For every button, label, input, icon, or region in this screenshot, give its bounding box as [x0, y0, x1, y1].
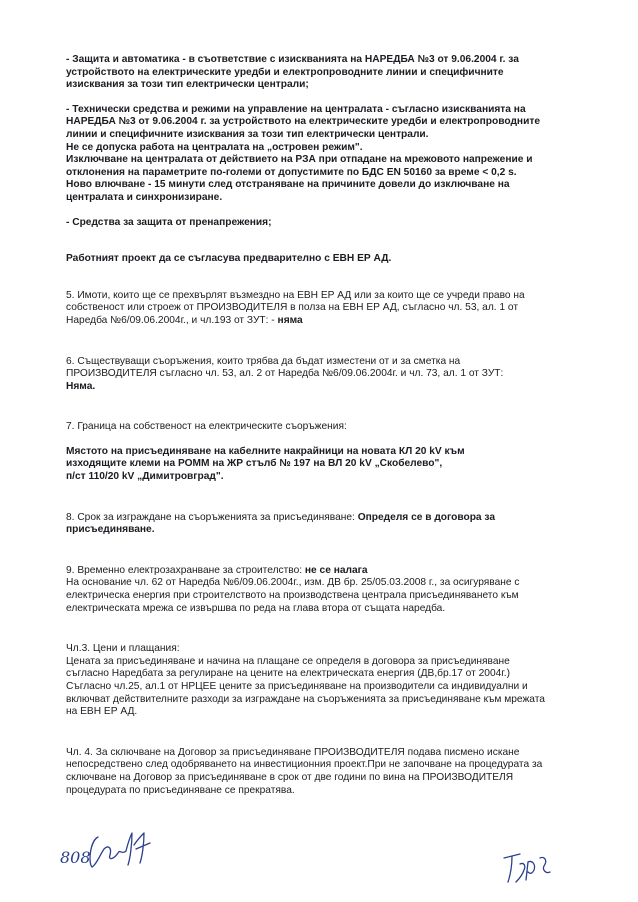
- article-4: [66, 747, 586, 797]
- text-line: Чл. 4. За сключване на Договор за присъединяване ПРОИЗВОДИТЕЛЯ подава писмено искане: [66, 746, 520, 758]
- section-6-answer: Няма.: [66, 380, 96, 392]
- text-line: Не се допуска работа на централата на „островен режим".: [66, 141, 363, 153]
- section-9: [66, 565, 586, 615]
- left-signature: [60, 825, 170, 875]
- text-line: отклонения на параметрите по-големи от допустимите по БДС EN 50160 за време < 0,2 s.: [66, 166, 517, 178]
- text-line: [66, 565, 586, 578]
- technical-paragraph: [66, 104, 586, 205]
- text-line: [66, 315, 586, 328]
- text-line: Изключване на централата от действието на РЗА при отпадане на мрежовото напрежение и: [66, 154, 533, 166]
- text-line: Съгласно чл.25, ал.1 от НРЦЕЕ цените за присъединяване на производители са индивидуални и: [66, 681, 528, 692]
- text-line: електрическа енергия при строителството на производствена централа присъединяването към: [66, 590, 519, 602]
- section-8-answer-continued: присъединяване.: [66, 524, 155, 536]
- text-line: Ново влючване - 15 минути след отстраняване на причините довели до изключване на: [66, 179, 510, 191]
- text-line: електрическата мрежа се извършва по реда на глава втора от същата наредба.: [66, 602, 446, 614]
- text-line: На основание чл. 62 от Наредба №6/09.06.2004г., изм. ДВ бр. 25/05.03.2008 г., за осигуряване с: [66, 577, 520, 589]
- text-line: сключване на Договор за присъединяване в срок от две години по вина на ПРОИЗВОДИТЕЛЯ: [66, 771, 514, 783]
- section-7: [66, 421, 586, 483]
- text-line: собственост или строеж от ПРОИЗВОДИТЕЛЯ в полза на ЕВН ЕР АД, съгласно чл. 53, ал. 1 от: [66, 302, 519, 314]
- text-line: процедурата по присъединяване се прекратява.: [66, 784, 295, 796]
- text-line: съгласно Наредбата за регулиране на цените на електрическата енергия (ДВ,бр.17 от 2004г.): [66, 668, 510, 680]
- text-line: Цената за присъединяване и начина на плащане се определя в договора за присъединяване: [66, 655, 510, 667]
- section-8: [66, 512, 586, 537]
- section-8-text: 8. Срок за изграждане на съоръженията за присъединяване:: [66, 511, 358, 523]
- text-line: на ЕВН ЕР АД.: [66, 706, 138, 718]
- handwritten-number: 808: [60, 848, 91, 867]
- text-line: ПРОИЗВОДИТЕЛЯ съгласно чл. 53, ал. 2 от Наредба №6/09.06.2004г. и чл. 73, ал. 1 от ЗУТ:: [66, 368, 504, 380]
- text-line: НАРЕДБА №3 от 9.06.2004 г. за устройството на електрическите уредби и електропроводните: [66, 116, 540, 128]
- article-3: [66, 643, 586, 719]
- text-line: непосредствено след одобряването на инвестиционния проект.При не започване на процедурата за: [66, 759, 543, 771]
- text-line: централата и синхронизиране.: [66, 191, 223, 203]
- section-6: [66, 356, 586, 394]
- text-line: - Технически средства и режими на управление на централата - съгласно изискванията на: [66, 103, 526, 115]
- text-line: 6. Съществуващи съоръжения, които трябва да бъдат изместени от и за сметка на: [66, 355, 461, 367]
- document-body: [66, 54, 586, 797]
- text-line: 5. Имоти, които ще се прехвърлят възмездно на ЕВН ЕР АД или за които ще се учреди право на: [66, 289, 525, 301]
- section-5-text: Наредба №6/09.06.2004г., и чл.193 от ЗУТ: -: [66, 314, 278, 326]
- text-line: изисквания за този тип електрически централи;: [66, 79, 309, 91]
- text-line: Мястото на присъединяване на кабелните накрайници на новата КЛ 20 kV към: [66, 445, 465, 457]
- text-line: [66, 512, 586, 525]
- section-7-heading: 7. Граница на собственост на електрическите съоръжения:: [66, 421, 347, 433]
- section-5: [66, 290, 586, 328]
- surge-protection-line: - Средства за защита от пренапрежения;: [66, 216, 272, 228]
- right-signature: [500, 848, 560, 888]
- section-9-answer: не се налага: [304, 564, 368, 576]
- protection-paragraph: [66, 54, 586, 92]
- text-line: изходящите клеми на РОММ на ЖР стълб № 197 на ВЛ 20 kV „Скобелево",: [66, 458, 443, 470]
- text-line: линии и специфичните изисквания за този тип електрически централи.: [66, 128, 429, 140]
- section-5-answer: няма: [277, 314, 303, 326]
- section-8-answer: Определя се в договора за: [357, 511, 496, 523]
- text-line: - Защита и автоматика - в съответствие с изискванията на НАРЕДБА №3 от 9.06.2004 г. за: [66, 54, 519, 65]
- text-line: включват действителните разходи за изграждане на съоръженията за присъединяване към мрежата: [66, 693, 545, 705]
- project-approval-line: Работният проект да се съгласува предварително с ЕВН ЕР АД.: [66, 253, 392, 265]
- text-line: Чл.3. Цени и плащания:: [66, 643, 180, 655]
- text-line: п/ст 110/20 kV „Димитровград".: [66, 471, 224, 483]
- section-9-text: 9. Временно електрозахранване за строителство:: [66, 564, 305, 576]
- text-line: устройството на електрическите уредби и електропроводните линии и специфичните: [66, 66, 504, 78]
